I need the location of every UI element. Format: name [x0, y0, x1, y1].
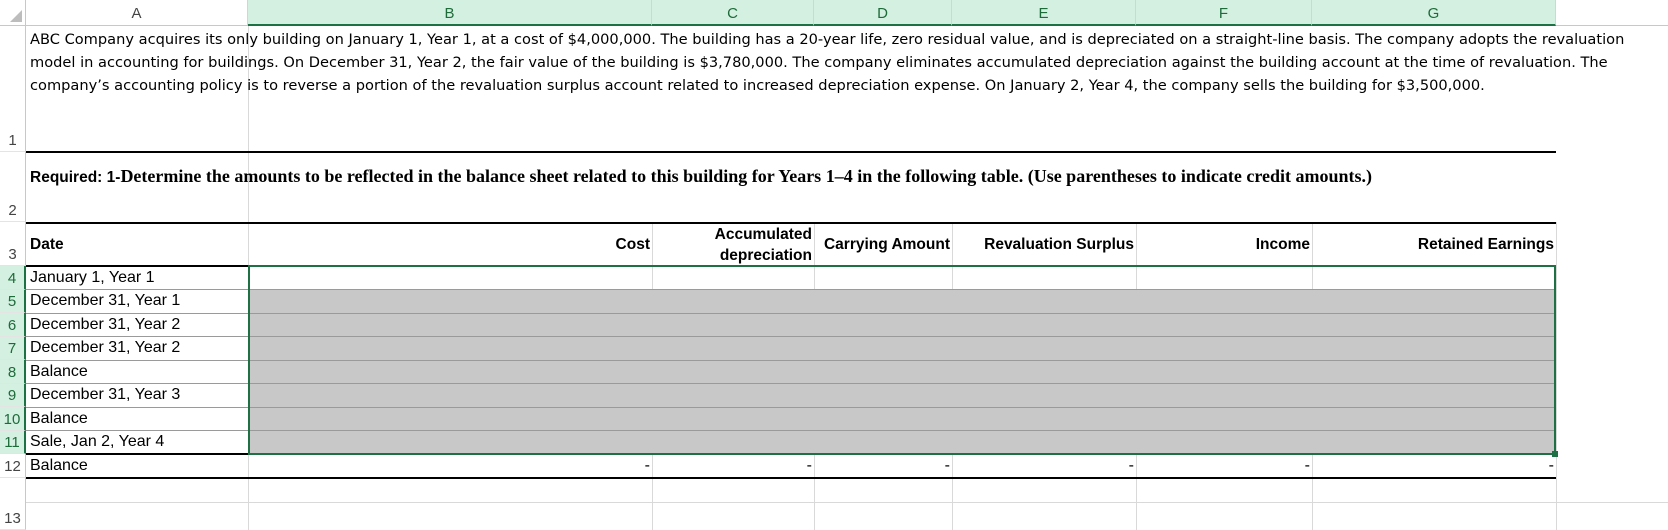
- column-header-e[interactable]: E: [952, 0, 1136, 26]
- date-row-balance-1[interactable]: Balance: [30, 363, 88, 380]
- table-top-border: [26, 222, 1556, 224]
- balance-accum-dash[interactable]: -: [806, 457, 812, 474]
- row-header-6[interactable]: 6: [0, 313, 26, 337]
- date-row-jan1-y1[interactable]: January 1, Year 1: [30, 269, 155, 286]
- row-header-1[interactable]: 1: [0, 26, 26, 152]
- row-header-9[interactable]: 9: [0, 384, 26, 408]
- required-instruction[interactable]: [30, 166, 1372, 187]
- row-header-13[interactable]: 13: [0, 478, 26, 530]
- header-revaluation-surplus[interactable]: Revaluation Surplus: [984, 236, 1134, 253]
- row2-top-border: [26, 151, 1556, 153]
- balance-retained-dash[interactable]: -: [1548, 457, 1554, 474]
- column-header-b[interactable]: B: [248, 0, 652, 26]
- header-date[interactable]: Date: [30, 236, 64, 253]
- column-header-g[interactable]: G: [1312, 0, 1556, 26]
- row-header-11[interactable]: 11: [0, 431, 26, 455]
- column-header-blank: [1556, 0, 1668, 26]
- column-header-bar: [0, 0, 1668, 26]
- row-header-4[interactable]: 4: [0, 266, 26, 290]
- select-all-corner[interactable]: [0, 0, 26, 26]
- column-header-d[interactable]: D: [814, 0, 952, 26]
- date-row-dec31-y2-a[interactable]: December 31, Year 2: [30, 316, 181, 333]
- required-label: Required: 1-: [30, 169, 121, 186]
- balance-cost-dash[interactable]: -: [644, 457, 650, 474]
- date-row-balance-3[interactable]: Balance: [30, 457, 88, 474]
- column-header-c[interactable]: C: [652, 0, 814, 26]
- header-cost[interactable]: Cost: [615, 236, 650, 253]
- row-header-3[interactable]: 3: [0, 222, 26, 266]
- selection-range: [248, 265, 1556, 455]
- column-header-a[interactable]: A: [26, 0, 248, 26]
- header-depreciation[interactable]: depreciation: [719, 247, 812, 264]
- date-row-dec31-y2-b[interactable]: December 31, Year 2: [30, 339, 181, 356]
- row-header-8[interactable]: 8: [0, 360, 26, 384]
- balance-income-dash[interactable]: -: [1304, 457, 1310, 474]
- date-row-balance-2[interactable]: Balance: [30, 410, 88, 427]
- row-header-10[interactable]: 10: [0, 407, 26, 431]
- row-header-7[interactable]: 7: [0, 337, 26, 361]
- header-carrying-amount[interactable]: Carrying Amount: [823, 236, 950, 253]
- header-accumulated[interactable]: Accumulated: [714, 226, 812, 243]
- row-header-5[interactable]: 5: [0, 290, 26, 314]
- date-row-dec31-y3[interactable]: December 31, Year 3: [30, 386, 181, 403]
- required-text: Determine the amounts to be reflected in the balance sheet related to this building for Years 1–4 in the following table. (Use parentheses to indicate credit amounts.): [120, 166, 1372, 186]
- date-row-dec31-y1[interactable]: December 31, Year 1: [30, 292, 181, 309]
- problem-description[interactable]: ABC Company acquires its only building on January 1, Year 1, at a cost of $4,000,000. The building has a 20-year life, zero residual value, and is depreciated on a straight-line basis. The company adopts the revaluation model in accounting for buildings. On December 31, Year 2, the fair value of the building is $3,780,000. The company eliminates accumulated depreciation against the building account at the time of revaluation. The company’s accounting policy is to reverse a portion of the revaluation surplus account related to increased depreciation expense. On January 2, Year 4, the company sells the building for $3,500,000.: [30, 31, 1625, 94]
- date-row-sale[interactable]: Sale, Jan 2, Year 4: [30, 433, 165, 450]
- header-retained-earnings[interactable]: Retained Earnings: [1417, 236, 1554, 253]
- balance-revaluation-dash[interactable]: -: [1128, 457, 1134, 474]
- header-income[interactable]: Income: [1255, 236, 1310, 253]
- column-header-f[interactable]: F: [1136, 0, 1312, 26]
- balance-carrying-dash[interactable]: -: [944, 457, 950, 474]
- row-header-2[interactable]: 2: [0, 152, 26, 222]
- row-header-12[interactable]: 12: [0, 454, 26, 478]
